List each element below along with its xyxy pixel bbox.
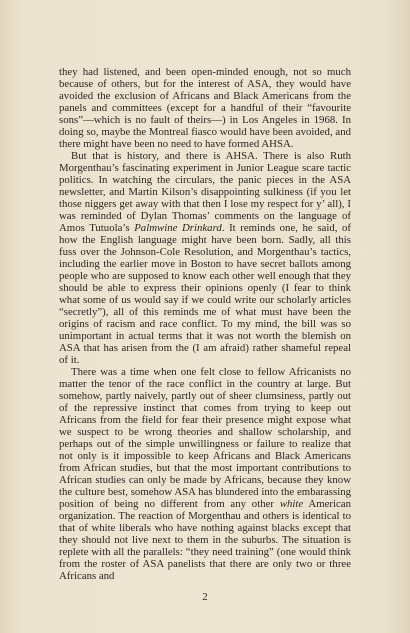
page-number: 2: [202, 591, 208, 603]
paragraph-1-text: they had listened, and been open-minded enough, not so much because of others, but for the interest of ASA, they would have avoided the exclusion of Africans and Black Americans from the panels and committees (except for a handful of their “favourite sons”—which is no fault of theirs—) in Los Angeles in 1968. In doing so, maybe the Montreal fiasco would have been avoided, and there might have been no need to have formed AHSA.: [59, 66, 351, 150]
paragraph-3-text-a: There was a time when one felt close to fellow Africanists no matter the tenor of the race conflict in the country at large. But somehow, partly naively, partly out of sheer clumsiness, partly out of the repressive instinct that comes from trying to keep out Africans from the field for fear their presence might expose what we suspect to be wrong theories and shallow scholarship, and perhaps out of the simple unwillingness or failure to realize that not only is it impossible to keep Africans and Black Americans from African studies, but that the most important contributions to African studies can only be made by Africans, because they know the culture best, somehow ASA has blundered into the embarassing position of being no different from any other: [59, 366, 351, 510]
paragraph-2-text-b: . It reminds one, he said, of how the English language might have been born. Sadly, all this fuss over the Johnson-Cole Resolution, and Morgenthau’s tactics, including the earlier move in Boston to have secret ballots among people who are supposed to know each other well enough that they should be able to express their opinions openly (I fear to think what some of us would say if we could write our scholarly articles “secretly”), all of this reminds me of what must have been the origins of racism and race conflict. To my mind, the bill was so unimportant in actual terms that it was not worth the blemish on ASA that has arisen from the (I am afraid) rather shameful repeal of it.: [59, 222, 352, 366]
paragraph-1: [59, 66, 351, 150]
paragraph-3-text-b: American organization. The reaction of Morgenthau and others is identical to that of white liberals who have nothing against blacks except that they should not live next to them in the suburbs. The situation is replete with all the parallels: “they need training” (one would think from the roster of ASA panelists that there are only two or three Africans and: [59, 498, 352, 582]
emphasis-white: white: [279, 498, 304, 510]
book-title-italic: Palmwine Drinkard: [134, 222, 222, 234]
body-text: [59, 66, 351, 582]
paragraph-2-text-a: But that is history, and there is AHSA. There is also Ruth Morgenthau’s fascinating experiment in Junior League scare tactic politics. In watching the circulars, the panic pieces in the ASA newsletter, and Martin Kilson’s disappointing sulkiness (if you let those niggers get away with that then I lose my respect for y’ all), I was reminded of Dylan Thomas’ comments on the language of Amos Tutuola’s: [59, 150, 351, 234]
paragraph-3: [59, 366, 351, 582]
paragraph-2: [59, 150, 351, 366]
